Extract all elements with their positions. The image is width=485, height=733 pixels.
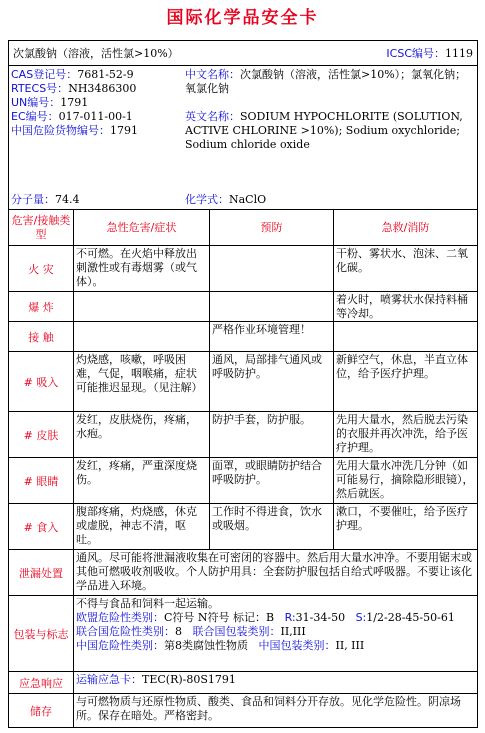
cas-line: [11, 68, 181, 82]
storage-label: 储存: [30, 704, 52, 718]
r-value: 31-34-50: [295, 611, 346, 624]
icsc-value: 1119: [445, 47, 473, 60]
un-pack-label: 联合国包装类别：: [192, 625, 281, 638]
emergency-row: [9, 671, 477, 693]
s-label: S:: [355, 611, 367, 624]
un-class-value: 8: [175, 625, 182, 638]
formula-line: [185, 193, 266, 207]
col-prevention: 预防: [209, 210, 333, 245]
cn-goods-line: [11, 124, 181, 138]
cn-pack-value: II, III: [335, 639, 365, 652]
rtecs-value: NH3486300: [68, 82, 137, 95]
packaging-content: [73, 596, 477, 671]
un-line: [11, 96, 181, 110]
row-first-aid: 先用大量水，然后脱去污染的衣服并再次冲洗，给予医疗护理。: [333, 412, 477, 457]
en-name-label: 英文名称：: [185, 110, 240, 123]
row-first-aid: [333, 322, 477, 351]
cn-goods-label: 中国危险货物编号：: [11, 124, 110, 137]
emergency-card-value: TEC(R)-80S1791: [142, 673, 236, 686]
col-first-aid: 急救/消防: [333, 210, 477, 245]
cn-class-value: 第8类腐蚀性物质: [164, 639, 248, 652]
cn-goods-value: 1791: [110, 124, 138, 137]
ec-label: EC编号：: [11, 110, 59, 123]
packaging-label: 包装与标志: [13, 627, 69, 641]
mw-line: [11, 193, 80, 207]
header-row: [9, 41, 477, 65]
identifier-list: [9, 66, 183, 209]
storage-text: 与可燃物质与还原性物质、酸类、食品和饲料分开存放。见化学危险性。阴凉场所。保存在暗处。严格密封。: [73, 694, 477, 727]
row-prevention: [209, 246, 333, 291]
row-type: # 食入: [23, 520, 59, 534]
un-class-line: [76, 625, 475, 639]
cn-name-value: 次氯酸钠（溶液，活性氯>10%）；氯氧化钠；氧氯化钠: [185, 68, 467, 95]
s-value: 1/2-28-45-50-61: [366, 611, 455, 624]
spill-label: 泄漏处置: [19, 566, 63, 580]
eu-label: 欧盟危险性类别：: [76, 611, 164, 624]
row-prevention: [209, 292, 333, 321]
storage-row: [9, 693, 477, 727]
cas-label: CAS登记号：: [11, 68, 78, 81]
cn-class-label: 中国危险性类别：: [76, 639, 164, 652]
formula-value: NaClO: [229, 193, 267, 206]
formula-label: 化学式：: [185, 193, 229, 206]
mw-label: 分子量：: [11, 193, 55, 206]
emergency-label: 应急响应: [19, 676, 63, 690]
row-first-aid: 着火时，喷雾状水保持料桶等冷却。: [333, 292, 477, 321]
packaging-line1: 不得与食品和饲料一起运输。: [76, 597, 219, 610]
rtecs-line: [11, 82, 181, 96]
eu-value: C符号 N符号 标记：B: [164, 611, 275, 624]
table-row: [9, 457, 477, 503]
col-acute: 急性危害/症状: [73, 210, 209, 245]
row-prevention: 严格作业环境管理！: [209, 322, 333, 351]
row-prevention: 防护手套，防护服。: [209, 412, 333, 457]
row-first-aid: 新鲜空气，休息，半直立体位，给予医疗护理。: [333, 352, 477, 411]
table-row: [9, 503, 477, 549]
table-row: [9, 351, 477, 411]
cn-name: [185, 68, 475, 96]
row-type: 爆 炸: [28, 300, 54, 314]
un-pack-value: II,III: [280, 625, 306, 638]
row-acute: [73, 322, 209, 351]
table-row: [9, 321, 477, 351]
emergency-content: [73, 672, 477, 693]
row-prevention: 面罩，或眼睛防护结合呼吸防护。: [209, 458, 333, 503]
mw-value: 74.4: [55, 193, 80, 206]
row-type: # 眼睛: [23, 474, 59, 488]
row-prevention: 工作时不得进食，饮水或吸烟。: [209, 504, 333, 549]
cn-pack-label: 中国包装类别：: [258, 639, 336, 652]
un-value: 1791: [60, 96, 89, 109]
un-class-label: 联合国危险性类别：: [76, 625, 175, 638]
r-label: R:: [284, 611, 296, 624]
row-acute: 腹部疼痛，灼烧感，休克或虚脱，神志不清，呕吐。: [73, 504, 209, 549]
table-row: [9, 291, 477, 321]
table-row: [9, 411, 477, 457]
un-label: UN编号：: [11, 96, 61, 109]
row-first-aid: 漱口，不要催吐，给予医疗护理。: [333, 504, 477, 549]
row-acute: 发红，疼痛，严重深度烧伤。: [73, 458, 209, 503]
row-type: 火 灾: [28, 262, 54, 276]
spill-row: [9, 549, 477, 595]
row-acute: 发红，皮肤烧伤，疼痛，水疱。: [73, 412, 209, 457]
cas-value: 7681-52-9: [77, 68, 134, 81]
packaging-row: [9, 595, 477, 671]
identifier-section: [9, 65, 477, 209]
row-acute: 不可燃。在火焰中释放出刺激性或有毒烟雾（或气体）。: [73, 246, 209, 291]
row-type: 接 触: [28, 330, 54, 344]
col-hazard-type: 危害/接触类型: [11, 213, 71, 241]
cn-class-line: [76, 639, 475, 653]
rtecs-label: RTECS号：: [11, 82, 69, 95]
card-title: 国际化学品安全卡: [166, 8, 319, 28]
table-row: [9, 245, 477, 291]
row-prevention: 通风，局部排气通风或呼吸防护。: [209, 352, 333, 411]
chemical-name: 次氯酸钠（溶液，活性氯>10%）: [13, 47, 179, 60]
cn-name-label: 中文名称：: [185, 68, 240, 81]
row-type: # 吸入: [23, 375, 59, 389]
row-acute: [73, 292, 209, 321]
eu-hazard-line: [76, 611, 475, 625]
table-header-row: [9, 209, 477, 245]
en-name-value: SODIUM HYPOCHLORITE (SOLUTION, ACTIVE CHLORINE >10%); Sodium oxychloride; Sodium chloride oxide: [185, 110, 463, 151]
row-first-aid: 干粉、雾状水、泡沫、二氧化碳。: [333, 246, 477, 291]
icsc-label: ICSC编号：: [386, 47, 445, 60]
row-type: # 皮肤: [23, 428, 59, 442]
row-first-aid: 先用大量水冲洗几分钟（如可能易行，摘除隐形眼镜），然后就医。: [333, 458, 477, 503]
ec-value: 017-011-00-1: [58, 110, 133, 123]
name-list: [183, 66, 477, 209]
emergency-card-label: 运输应急卡：: [76, 673, 142, 686]
en-name: [185, 110, 475, 152]
ec-line: [11, 110, 181, 124]
row-acute: 灼烧感，咳嗽，呼吸困难，气促，咽喉痛，症状可能推迟显现。（见注解）: [73, 352, 209, 411]
spill-text: 通风。尽可能将泄漏液收集在可密闭的容器中。然后用大量水冲净。不要用锯末或其他可燃吸收剂吸收。个人防护用具：全套防护服包括自给式呼吸器。不要让该化学品进入环境。: [73, 550, 477, 595]
icsc-number: [386, 45, 473, 61]
safety-card: [8, 40, 478, 728]
